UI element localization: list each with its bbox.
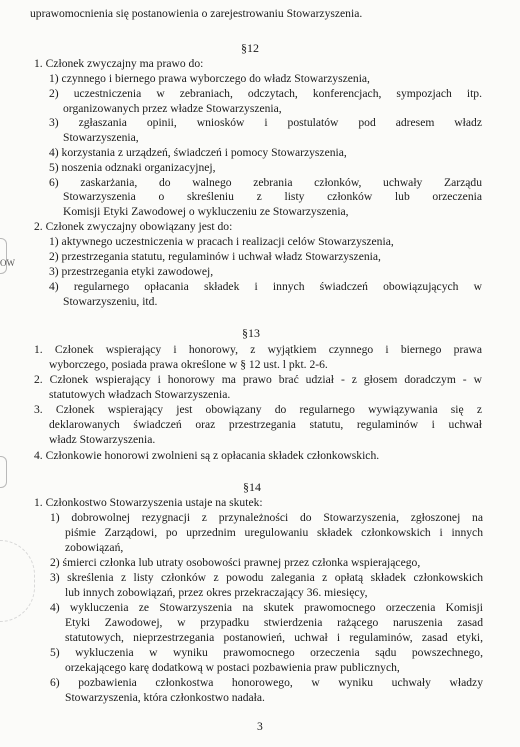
list-item-continuation: statutowych, nieprzestrzegania postanowień, uchwał i regulaminów, zasad etyki,	[65, 631, 483, 644]
list-item: 4) korzystania z urządzeń, świadczeń i pomocy Stowarzyszenia,	[49, 146, 347, 159]
list-item-continuation: Stowarzyszenia,	[63, 131, 139, 144]
section-heading-14: §14	[243, 480, 261, 494]
list-item-continuation: orzekającego karę dodatkową w postaci pozbawienia praw publicznych,	[65, 661, 400, 674]
list-item: 4) wykluczenia ze Stowarzyszenia na skutek prawomocnego orzeczenia Komisji	[50, 601, 483, 614]
section-heading-13: §13	[242, 326, 260, 340]
paragraph-intro: 2. Członek zwyczajny obowiązany jest do:	[34, 220, 233, 233]
page-number: 3	[257, 720, 263, 733]
list-item-continuation: lub innych zobowiązań, przez okres przekraczający 36. miesięcy,	[65, 586, 368, 599]
list-item-continuation: Etyki Zawodowej, w przypadku stwierdzenia rażącego naruszenia zasad	[65, 616, 483, 629]
numbered-paragraph-continuation: statutowych władzach Stowarzyszenia.	[49, 388, 231, 401]
numbered-paragraph-continuation: władz Stowarzyszenia.	[49, 433, 156, 446]
paragraph-intro: 1. Członek zwyczajny ma prawo do:	[34, 57, 204, 70]
list-item: 1) dobrowolnej rezygnacji z przynależności do Stowarzyszenia, zgłoszonej na	[50, 511, 483, 524]
list-item: 4) regularnego opłacania składek i innych świadczeń obowiązujących w	[49, 280, 482, 293]
list-item: 5) noszenia odznaki organizacyjnej,	[49, 161, 216, 174]
numbered-paragraph: 1. Członek wspierający i honorowy, z wyjątkiem czynnego i biernego prawa	[34, 343, 482, 356]
list-item: 5) wykluczenia w wyniku prawomocnego orzeczenia sądu powszechnego,	[50, 646, 483, 659]
list-item: 3) przestrzegania etyki zawodowej,	[49, 265, 214, 278]
list-item: 2) uczestniczenia w zebraniach, odczytach, konferencjach, sympozjach itp.	[49, 87, 482, 100]
list-item-continuation: Stowarzyszeniu, itd.	[63, 295, 158, 308]
continuation-line: uprawomocnienia się postanowienia o zarejestrowaniu Stowarzyszenia.	[30, 7, 363, 20]
list-item: 6) pozbawienia członkostwa honorowego, w wyniku uchwały władzy	[50, 676, 483, 689]
list-item-continuation: Komisji Etyki Zawodowej o wykluczeniu ze Stowarzyszenia,	[63, 205, 349, 218]
list-item: 6) zaskarżania, do walnego zebrania członków, uchwały Zarządu	[49, 176, 482, 189]
scan-edge-mark	[0, 456, 7, 488]
list-item-continuation: Stowarzyszenia, która członkostwo nadała.	[65, 691, 265, 704]
list-item-continuation: piśmie Zarządowi, po uprzednim uregulowaniu składek członkowskich i innych	[65, 526, 483, 539]
numbered-paragraph: 4. Członkowie honorowi zwolnieni są z opłacania składek członkowskich.	[34, 449, 380, 462]
list-item-continuation: organizowanych przez władze Stowarzyszenia,	[63, 102, 282, 115]
list-item: 1) czynnego i biernego prawa wyborczego do władz Stowarzyszenia,	[49, 72, 370, 85]
faded-stamp	[0, 540, 35, 622]
list-item-continuation: zobowiązań,	[65, 541, 124, 554]
numbered-paragraph-continuation: wyborczego, posiada prawa określone w § 12 ust. l pkt. 2-6.	[49, 358, 328, 371]
margin-mark: OW	[0, 258, 15, 268]
section-heading-12: §12	[241, 41, 259, 55]
numbered-paragraph: 3. Członek wspierający jest obowiązany do regularnego wywiązywania się z	[34, 403, 482, 416]
numbered-paragraph: 2. Członek wspierający i honorowy ma prawo brać udział - z głosem doradczym - w	[34, 373, 482, 386]
list-item: 1) aktywnego uczestniczenia w pracach i realizacji celów Stowarzyszenia,	[49, 235, 394, 248]
numbered-paragraph-continuation: deklarowanych świadczeń oraz przestrzegania statutu, regulaminów i uchwał	[49, 418, 482, 431]
list-item: 2) przestrzegania statutu, regulaminów i uchwał władz Stowarzyszenia,	[49, 250, 381, 263]
list-item: 3) skreślenia z listy członków z powodu zalegania z opłatą składek członkowskich	[50, 571, 483, 584]
paragraph-intro: 1. Członkostwo Stowarzyszenia ustaje na skutek:	[34, 496, 263, 509]
list-item-continuation: Stowarzyszenia o skreśleniu z listy członków lub orzeczenia	[63, 190, 482, 203]
scan-edge-mark	[0, 238, 7, 274]
list-item: 2) śmierci członka lub utraty osobowości prawnej przez członka wspierającego,	[50, 556, 421, 569]
list-item: 3) zgłaszania opinii, wniosków i postulatów pod adresem władz	[49, 116, 482, 129]
